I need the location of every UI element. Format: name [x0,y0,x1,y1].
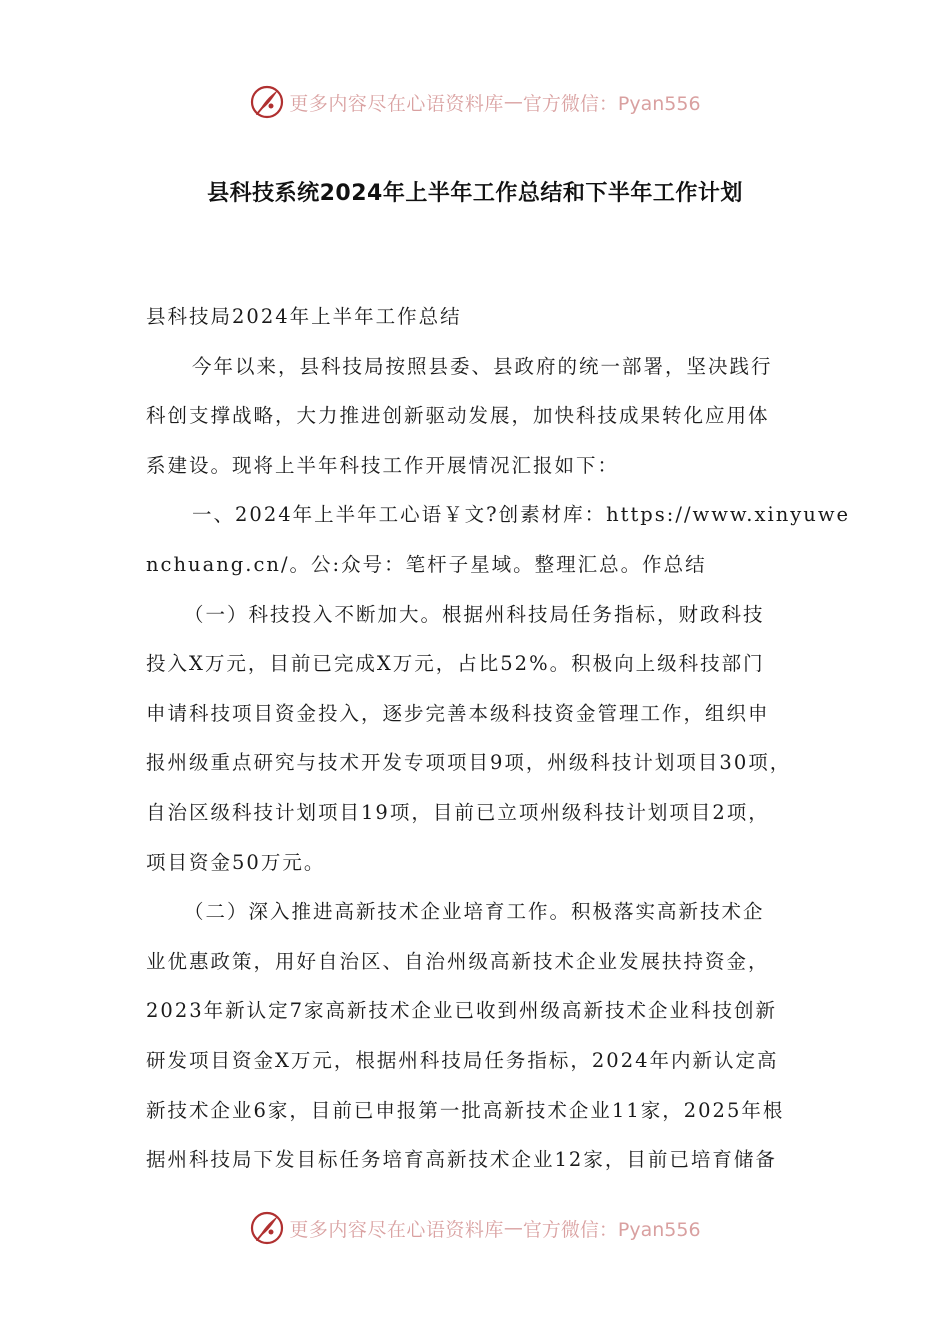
paragraph-line: 今年以来，县科技局按照县委、县政府的统一部署，坚决践行 [192,354,773,378]
banner-contact: 官方微信：Pyan556 [522,92,701,115]
banner-separator: — [503,91,523,113]
banner-separator: — [503,1217,523,1239]
paragraph-line: 申请科技项目资金投入，逐步完善本级科技资金管理工作，组织申 [146,701,770,725]
paragraph-line: 一、2024年上半年工心语￥文?创素材库：https://www.xinyuwe [192,503,851,527]
banner-text: 更多内容尽在心语资料库 [289,92,504,115]
paragraph-line: 自治区级科技计划项目19项，目前已立项州级科技计划项目2项， [146,800,770,824]
document-title: 县科技系统2024年上半年工作总结和下半年工作计划 [207,181,743,206]
paragraph-line: 报州级重点研究与技术开发专项项目9项，州级科技计划项目30项， [146,751,792,775]
paragraph-line: 系建设。现将上半年科技工作开展情况汇报如下： [146,453,620,477]
paragraph-line: 2023年新认定7家高新技术企业已收到州级高新技术企业科技创新 [146,999,778,1023]
paragraph-line: 新技术企业6家，目前已申报第一批高新技术企业11家，2025年根 [146,1098,785,1122]
paragraph-line: （二）深入推进高新技术企业培育工作。积极落实高新技术企 [184,900,765,924]
section-heading: 县科技局2024年上半年工作总结 [146,305,462,328]
banner-text: 更多内容尽在心语资料库 [289,1218,504,1241]
paragraph-line: 投入X万元，目前已完成X万元，占比52%。积极向上级科技部门 [146,652,765,676]
footer-banner [0,1206,950,1250]
paragraph-line: 研发项目资金X万元，根据州科技局任务指标，2024年内新认定高 [146,1048,779,1072]
header-banner [0,80,950,124]
paragraph-line: 科创支撑战略，大力推进创新驱动发展，加快科技成果转化应用体 [146,404,770,428]
document-body [146,292,851,1185]
paragraph-line: 业优惠政策，用好自治区、自治州级高新技术企业发展扶持资金， [146,949,770,973]
paragraph-line: 据州科技局下发目标任务培育高新技术企业12家，目前已培育储备 [146,1148,777,1172]
quill-logo-icon [249,84,285,120]
banner-contact: 官方微信：Pyan556 [522,1218,701,1241]
paragraph-line: 项目资金50万元。 [146,850,326,874]
quill-logo-icon [249,1210,285,1246]
paragraph-line: （一）科技投入不断加大。根据州科技局任务指标，财政科技 [184,602,765,626]
paragraph-line: nchuang.cn/。公:众号：笔杆子星域。整理汇总。作总结 [146,552,707,576]
